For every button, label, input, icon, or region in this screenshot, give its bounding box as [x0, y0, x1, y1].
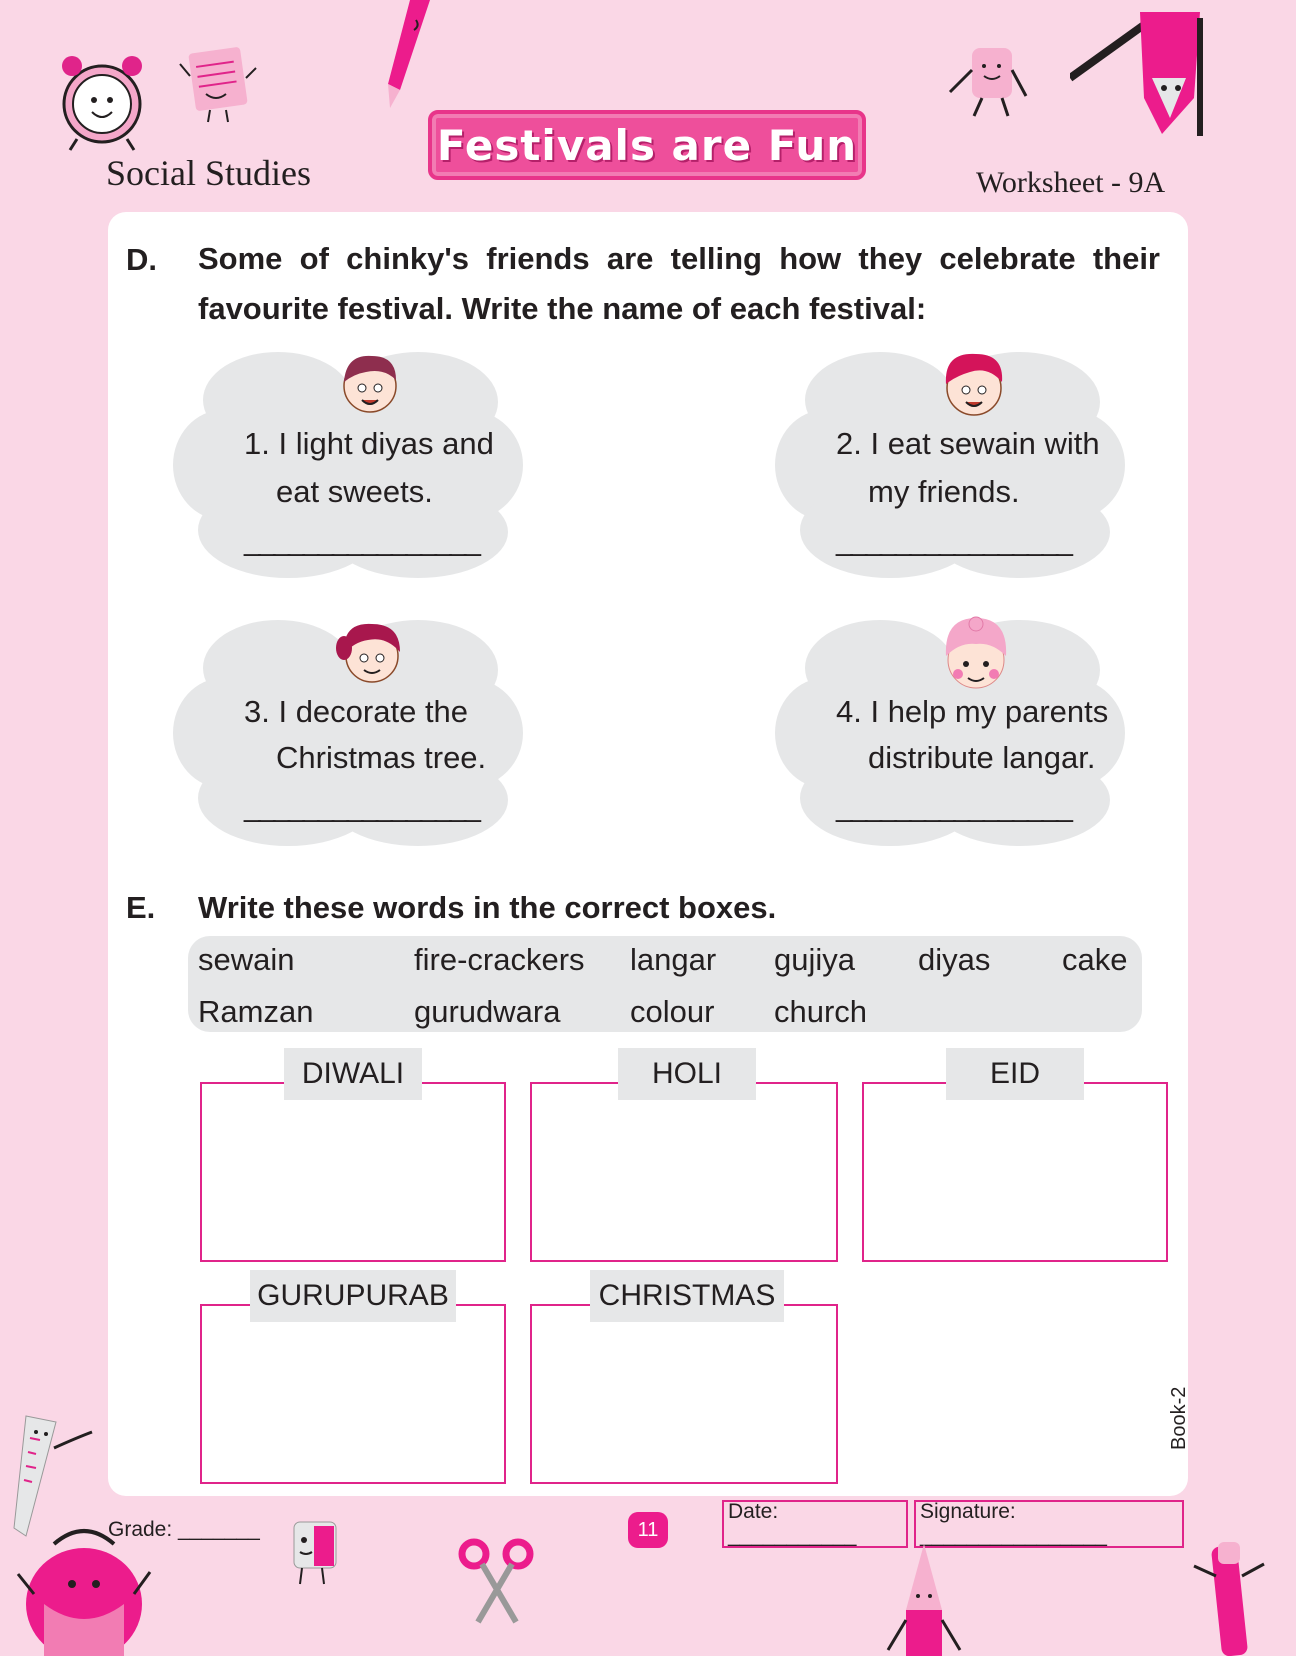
answer-blank-3[interactable]: ________________: [244, 790, 479, 823]
festival-box-holi[interactable]: [530, 1082, 838, 1262]
word-bank-item: gurudwara: [414, 994, 561, 1029]
answer-blank-4[interactable]: ________________: [836, 790, 1071, 823]
festival-box-label: DIWALI: [284, 1048, 422, 1100]
cloud-1-line-1: 1. I light diyas and: [244, 426, 494, 461]
festival-box-eid[interactable]: [862, 1082, 1168, 1262]
notepad-icon: [176, 44, 260, 124]
crayon-character-icon: [1070, 8, 1220, 138]
alarm-clock-icon: [52, 44, 152, 154]
festival-box-gurupurab[interactable]: [200, 1304, 506, 1484]
section-e-label: E.: [126, 890, 156, 925]
cloud-4-line-1: 4. I help my parents: [836, 694, 1109, 729]
turban-boy-face-icon: [936, 612, 1014, 696]
cloud-2-line-1: 2. I eat sewain with: [836, 426, 1100, 461]
festival-box-diwali[interactable]: [200, 1082, 506, 1262]
pen-character-icon: [1188, 1536, 1268, 1656]
word-bank-item: sewain: [198, 942, 295, 977]
grade-field[interactable]: Grade: _______: [108, 1518, 260, 1541]
festival-box-label: GURUPURAB: [250, 1270, 456, 1322]
eraser-icon: [944, 40, 1034, 120]
book-label: Book-2: [1168, 1386, 1190, 1450]
sharpener-icon: [282, 1516, 348, 1588]
section-d-label: D.: [126, 242, 157, 277]
school-bag-icon: [14, 1524, 154, 1656]
signature-label: Signature: ________________: [920, 1500, 1107, 1547]
festival-box-label: HOLI: [618, 1048, 756, 1100]
word-bank-item: langar: [630, 942, 717, 977]
section-e-instruction: Write these words in the correct boxes.: [198, 890, 777, 925]
date-field[interactable]: [722, 1500, 908, 1548]
answer-blank-2[interactable]: ________________: [836, 524, 1071, 557]
boy-face-icon: [938, 346, 1010, 420]
date-label: Date: ___________: [728, 1500, 857, 1547]
cloud-4-line-2: distribute langar.: [868, 740, 1096, 775]
festival-box-christmas[interactable]: [530, 1304, 838, 1484]
word-bank-item: church: [774, 994, 868, 1029]
worksheet-title: Festivals are Fun: [436, 120, 858, 170]
word-bank-item: Ramzan: [198, 994, 314, 1029]
subject-title: Social Studies: [106, 153, 311, 193]
ruler-character-icon: [6, 1408, 96, 1538]
cloud-3-line-2: Christmas tree.: [276, 740, 487, 775]
pencil-icon: [380, 0, 440, 112]
word-bank-item: colour: [630, 994, 715, 1029]
girl-face-icon: [330, 612, 412, 688]
festival-box-label: CHRISTMAS: [590, 1270, 784, 1322]
scissors-icon: [456, 1534, 538, 1626]
word-bank-item: fire-crackers: [414, 942, 585, 977]
word-bank-item: cake: [1062, 942, 1128, 977]
cloud-2-line-2: my friends.: [868, 474, 1020, 509]
cloud-1-line-2: eat sweets.: [276, 474, 433, 509]
page-number: 11: [628, 1512, 668, 1548]
word-bank-item: gujiya: [774, 942, 855, 977]
boy-face-icon: [336, 346, 404, 416]
festival-box-label: EID: [946, 1048, 1084, 1100]
pencil-character-icon: [884, 1540, 964, 1656]
cloud-3-line-1: 3. I decorate the: [244, 694, 469, 729]
worksheet-number: Worksheet - 9A: [976, 166, 1166, 199]
section-d-instruction: Some of chinky's friends are telling how they celebrate their favourite festival. Write the name of each festival:: [198, 241, 1160, 326]
worksheet-title-banner: [428, 110, 866, 180]
answer-blank-1[interactable]: ________________: [244, 524, 479, 557]
word-bank-item: diyas: [918, 942, 991, 977]
